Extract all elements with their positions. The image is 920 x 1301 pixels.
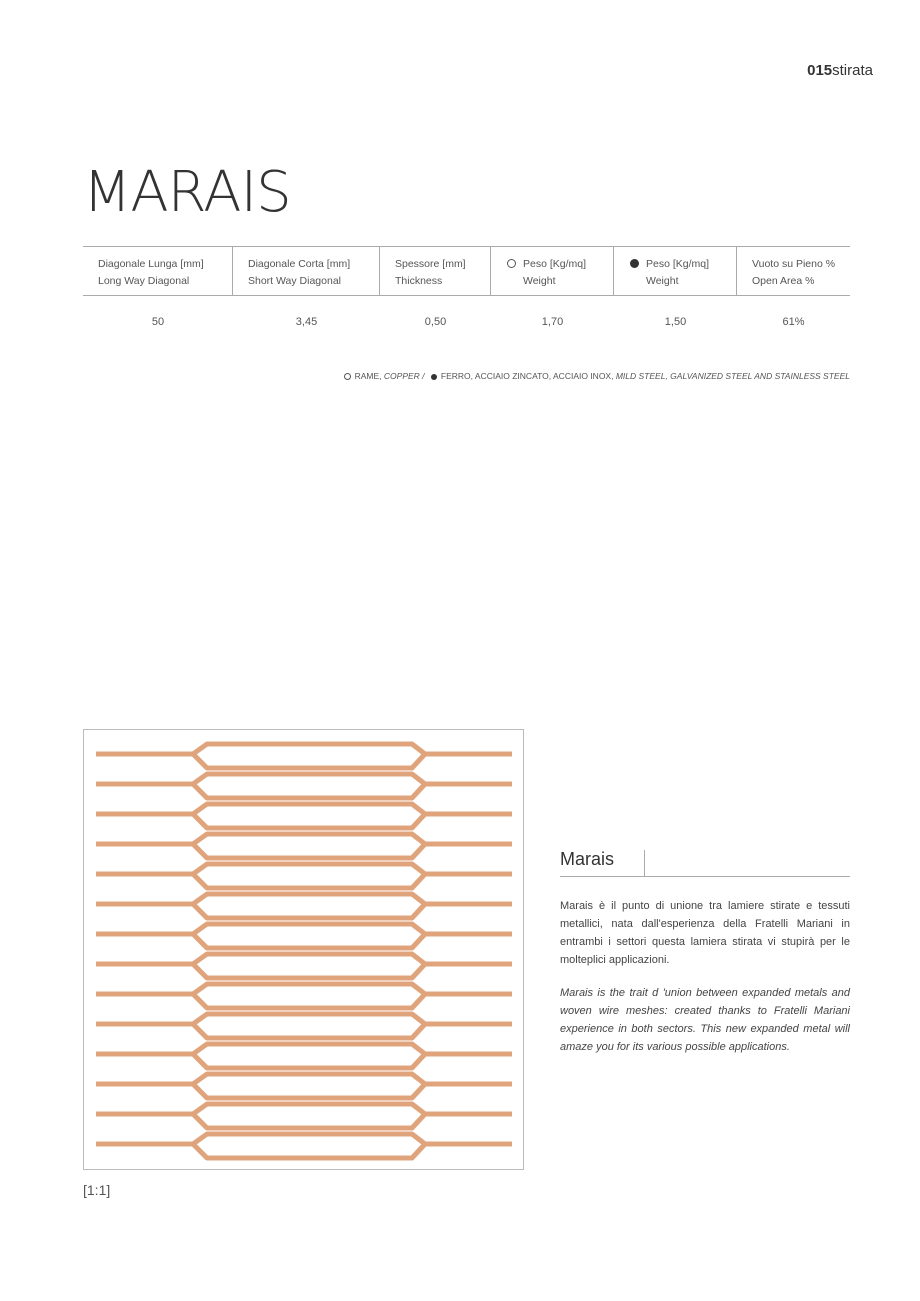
mesh-strand: [96, 744, 512, 754]
header-en: Open Area %: [752, 275, 815, 287]
page-number: [807, 62, 873, 79]
description-heading: Marais: [560, 849, 615, 869]
legend-copper-it: RAME,: [354, 371, 382, 381]
product-title: MARAIS: [83, 160, 291, 225]
mesh-strand: [193, 754, 425, 768]
value-cell: 1,50: [664, 316, 687, 328]
filled-circle-icon: [630, 259, 639, 268]
header-en: Long Way Diagonal: [98, 275, 190, 287]
header-cell: [83, 247, 233, 295]
spec-header-row: [83, 247, 850, 296]
mesh-strand: [193, 1114, 425, 1128]
filled-circle-icon: [431, 374, 437, 380]
header-it: Spessore [mm]: [395, 258, 466, 270]
header-cell: [233, 247, 380, 295]
header-en: Weight: [523, 275, 556, 287]
header-cell: [614, 247, 737, 295]
mesh-strand: [193, 814, 425, 828]
mesh-strand: [96, 894, 512, 904]
header-cell: [491, 247, 614, 295]
mesh-strand: [193, 934, 425, 948]
heading-divider: [644, 850, 645, 876]
header-cell: [737, 247, 850, 295]
mesh-strand: [193, 904, 425, 918]
mesh-strand: [96, 984, 512, 994]
page-number-value: 015: [807, 62, 833, 79]
header-it: Peso [Kg/mq]: [523, 258, 587, 270]
mesh-strand: [193, 1024, 425, 1038]
mesh-strand: [193, 844, 425, 858]
header-cell: [380, 247, 491, 295]
header-it: Diagonale Corta [mm]: [248, 258, 351, 270]
section-name: stirata: [832, 62, 873, 79]
mesh-strand: [96, 1014, 512, 1024]
value-cell: 50: [151, 316, 165, 328]
value-cell: 0,50: [424, 316, 447, 328]
mesh-strand: [96, 1104, 512, 1114]
mesh-strand: [96, 1134, 512, 1144]
header-en: Weight: [646, 275, 679, 287]
mesh-strand: [193, 1054, 425, 1068]
mesh-strand: [193, 1084, 425, 1098]
header-it: Vuoto su Pieno %: [752, 258, 836, 270]
mesh-strand: [96, 1074, 512, 1084]
description-english: Marais is the trait d 'union between expanded metals and woven wire meshes: created thanks to Fratelli Mariani experience in both sectors. This new expanded metal will amaze you for its various possible applications.: [560, 987, 850, 1053]
spec-value-row: [83, 316, 850, 328]
value-cell: 1,70: [541, 316, 564, 328]
header-en: Thickness: [395, 275, 443, 287]
mesh-strand: [96, 864, 512, 874]
mesh-strand: [96, 804, 512, 814]
material-legend: [344, 371, 850, 381]
mesh-strand: [193, 1144, 425, 1158]
image-scale: [1:1]: [83, 1182, 111, 1198]
expanded-metal-mesh: [84, 730, 523, 1169]
legend-copper-en: COPPER /: [383, 371, 425, 381]
value-cell: 61%: [782, 316, 805, 328]
description-italian: Marais è il punto di unione tra lamiere stirate e tessuti metallici, nata dall'esperienza della Fratelli Mariani in entrambi i settori questa lamiera stirata vi stupirà per le molteplici applicazioni.: [560, 900, 850, 966]
mesh-strand: [193, 874, 425, 888]
heading-underline: [560, 876, 850, 877]
spec-table: [83, 246, 850, 328]
legend-steel-it: FERRO, ACCIAIO ZINCATO, ACCIAIO INOX,: [440, 371, 614, 381]
header-en: Short Way Diagonal: [248, 275, 341, 287]
open-circle-icon: [344, 373, 351, 380]
mesh-sample-image: [83, 729, 524, 1170]
mesh-strand: [96, 1044, 512, 1054]
mesh-strand: [96, 834, 512, 844]
mesh-strand: [193, 964, 425, 978]
value-cell: 3,45: [295, 316, 318, 328]
mesh-strand: [193, 784, 425, 798]
mesh-strand: [96, 924, 512, 934]
header-it: Diagonale Lunga [mm]: [98, 258, 204, 270]
legend-steel-en: MILD STEEL, GALVANIZED STEEL AND STAINLESS STEEL: [615, 371, 850, 381]
mesh-strand: [96, 774, 512, 784]
open-circle-icon: [507, 259, 516, 268]
mesh-strand: [96, 954, 512, 964]
header-it: Peso [Kg/mq]: [646, 258, 710, 270]
mesh-strand: [193, 994, 425, 1008]
